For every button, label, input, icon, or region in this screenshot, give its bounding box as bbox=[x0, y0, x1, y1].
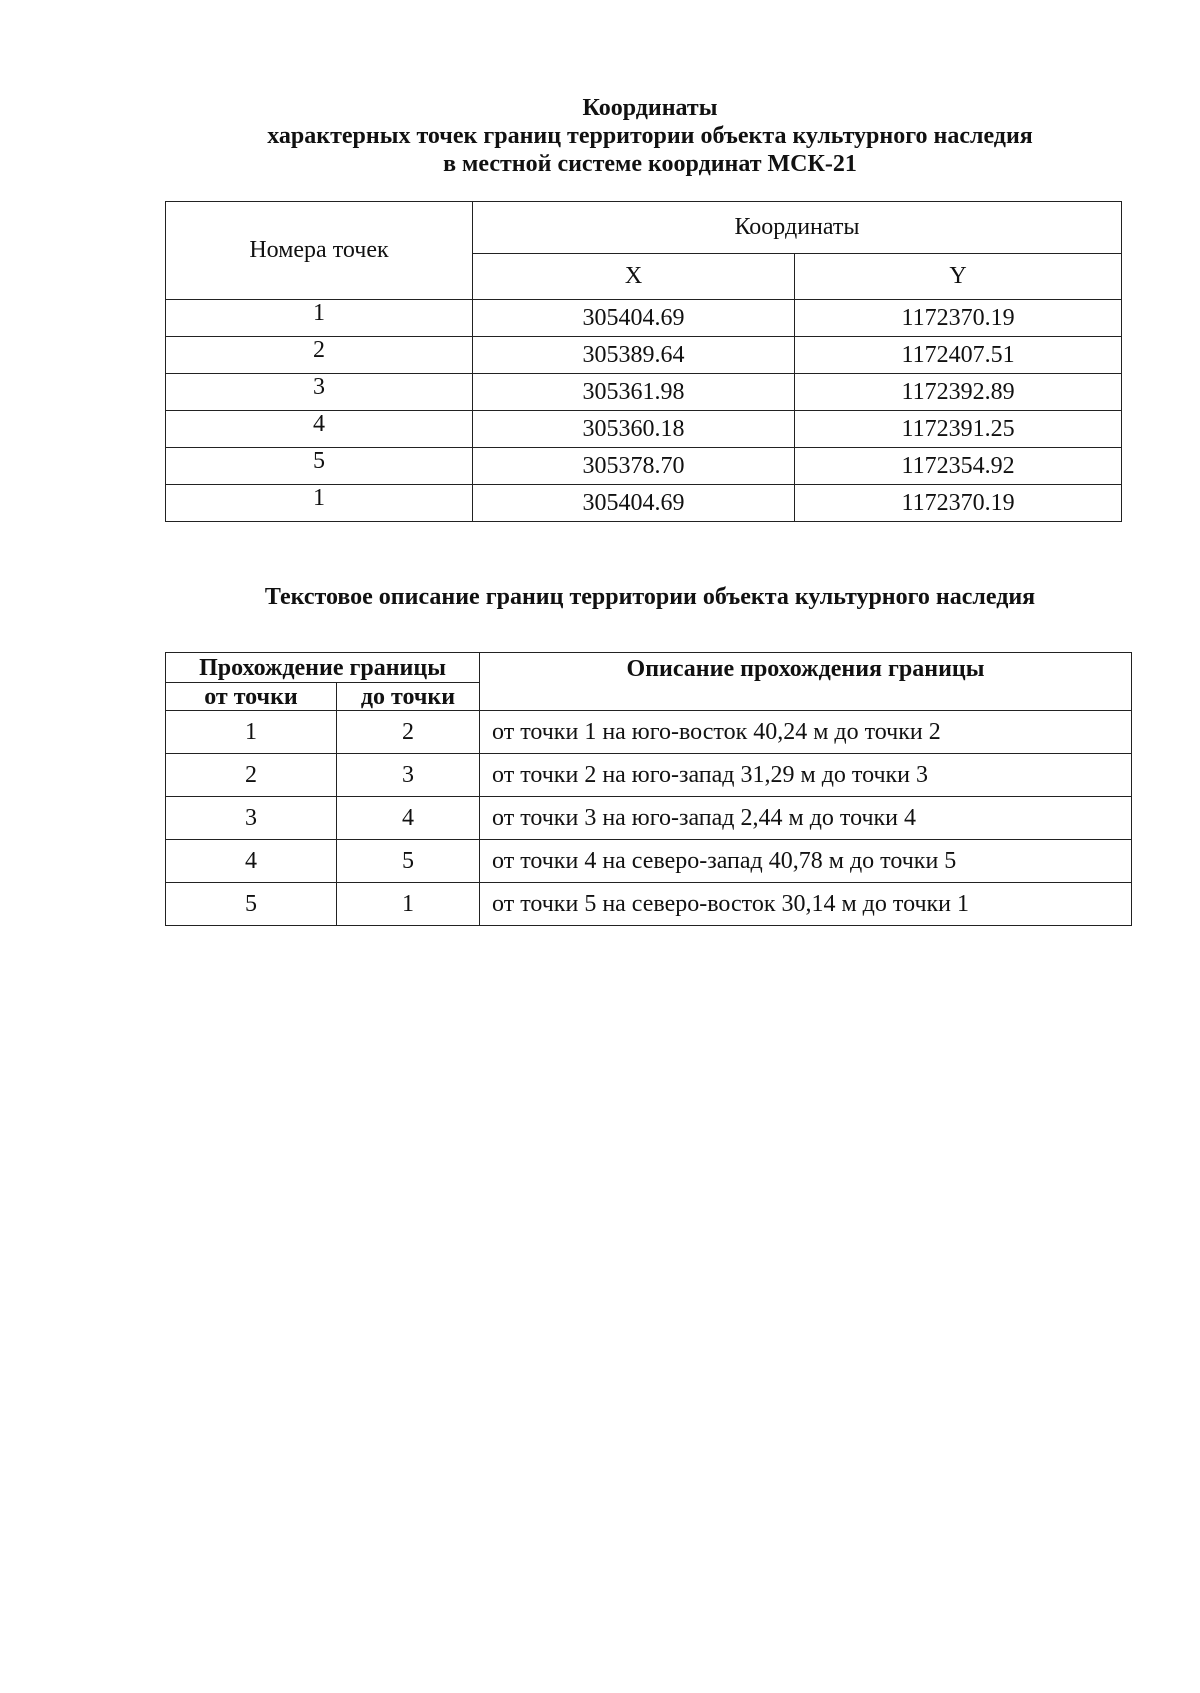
table-row bbox=[166, 448, 1122, 485]
table-row bbox=[166, 337, 1122, 374]
boundary-text: от точки 4 на северо-запад 40,78 м до точки 5 bbox=[480, 840, 1132, 883]
title-line-1: Координаты bbox=[582, 95, 718, 121]
point-number: 1 bbox=[166, 485, 473, 522]
header-boundary-description: Описание прохождения границы bbox=[480, 653, 1132, 711]
header-coordinates: Координаты bbox=[473, 202, 1122, 254]
boundary-text: от точки 1 на юго-восток 40,24 м до точки 2 bbox=[480, 711, 1132, 754]
from-point: 2 bbox=[166, 754, 337, 797]
to-point: 4 bbox=[337, 797, 480, 840]
boundary-text: от точки 5 на северо-восток 30,14 м до точки 1 bbox=[480, 883, 1132, 926]
section-title-description: Текстовое описание границ территории объекта культурного наследия bbox=[264, 584, 1036, 610]
coordinates-table bbox=[165, 201, 1122, 522]
table-row bbox=[166, 840, 1132, 883]
y-value: 1172354.92 bbox=[795, 448, 1122, 485]
table-row bbox=[166, 754, 1132, 797]
from-point: 3 bbox=[166, 797, 337, 840]
table-row bbox=[166, 411, 1122, 448]
table-row bbox=[166, 883, 1132, 926]
boundary-text: от точки 3 на юго-запад 2,44 м до точки 4 bbox=[480, 797, 1132, 840]
header-to-point: до точки bbox=[337, 683, 480, 711]
x-value: 305404.69 bbox=[473, 300, 795, 337]
title-line-3: в местной системе координат МСК-21 bbox=[443, 151, 857, 177]
to-point: 1 bbox=[337, 883, 480, 926]
table-row bbox=[166, 485, 1122, 522]
table-row bbox=[166, 374, 1122, 411]
from-point: 4 bbox=[166, 840, 337, 883]
table-row bbox=[166, 797, 1132, 840]
y-value: 1172392.89 bbox=[795, 374, 1122, 411]
x-value: 305361.98 bbox=[473, 374, 795, 411]
header-boundary-passage: Прохождение границы bbox=[166, 653, 480, 683]
point-number: 4 bbox=[166, 411, 473, 448]
to-point: 3 bbox=[337, 754, 480, 797]
boundary-text: от точки 2 на юго-запад 31,29 м до точки 3 bbox=[480, 754, 1132, 797]
y-value: 1172370.19 bbox=[795, 300, 1122, 337]
from-point: 1 bbox=[166, 711, 337, 754]
y-value: 1172407.51 bbox=[795, 337, 1122, 374]
x-value: 305389.64 bbox=[473, 337, 795, 374]
from-point: 5 bbox=[166, 883, 337, 926]
point-number: 3 bbox=[166, 374, 473, 411]
x-value: 305378.70 bbox=[473, 448, 795, 485]
table-row bbox=[166, 711, 1132, 754]
x-value: 305360.18 bbox=[473, 411, 795, 448]
boundary-description-table bbox=[165, 652, 1132, 926]
title-line-2: характерных точек границ территории объекта культурного наследия bbox=[267, 123, 1033, 149]
point-number: 2 bbox=[166, 337, 473, 374]
point-number: 1 bbox=[166, 300, 473, 337]
point-number: 5 bbox=[166, 448, 473, 485]
y-value: 1172370.19 bbox=[795, 485, 1122, 522]
to-point: 2 bbox=[337, 711, 480, 754]
header-y: Y bbox=[795, 254, 1122, 300]
y-value: 1172391.25 bbox=[795, 411, 1122, 448]
header-from-point: от точки bbox=[166, 683, 337, 711]
header-point-numbers: Номера точек bbox=[166, 202, 473, 300]
table-row bbox=[166, 300, 1122, 337]
header-x: X bbox=[473, 254, 795, 300]
to-point: 5 bbox=[337, 840, 480, 883]
document-title bbox=[0, 94, 1200, 178]
x-value: 305404.69 bbox=[473, 485, 795, 522]
